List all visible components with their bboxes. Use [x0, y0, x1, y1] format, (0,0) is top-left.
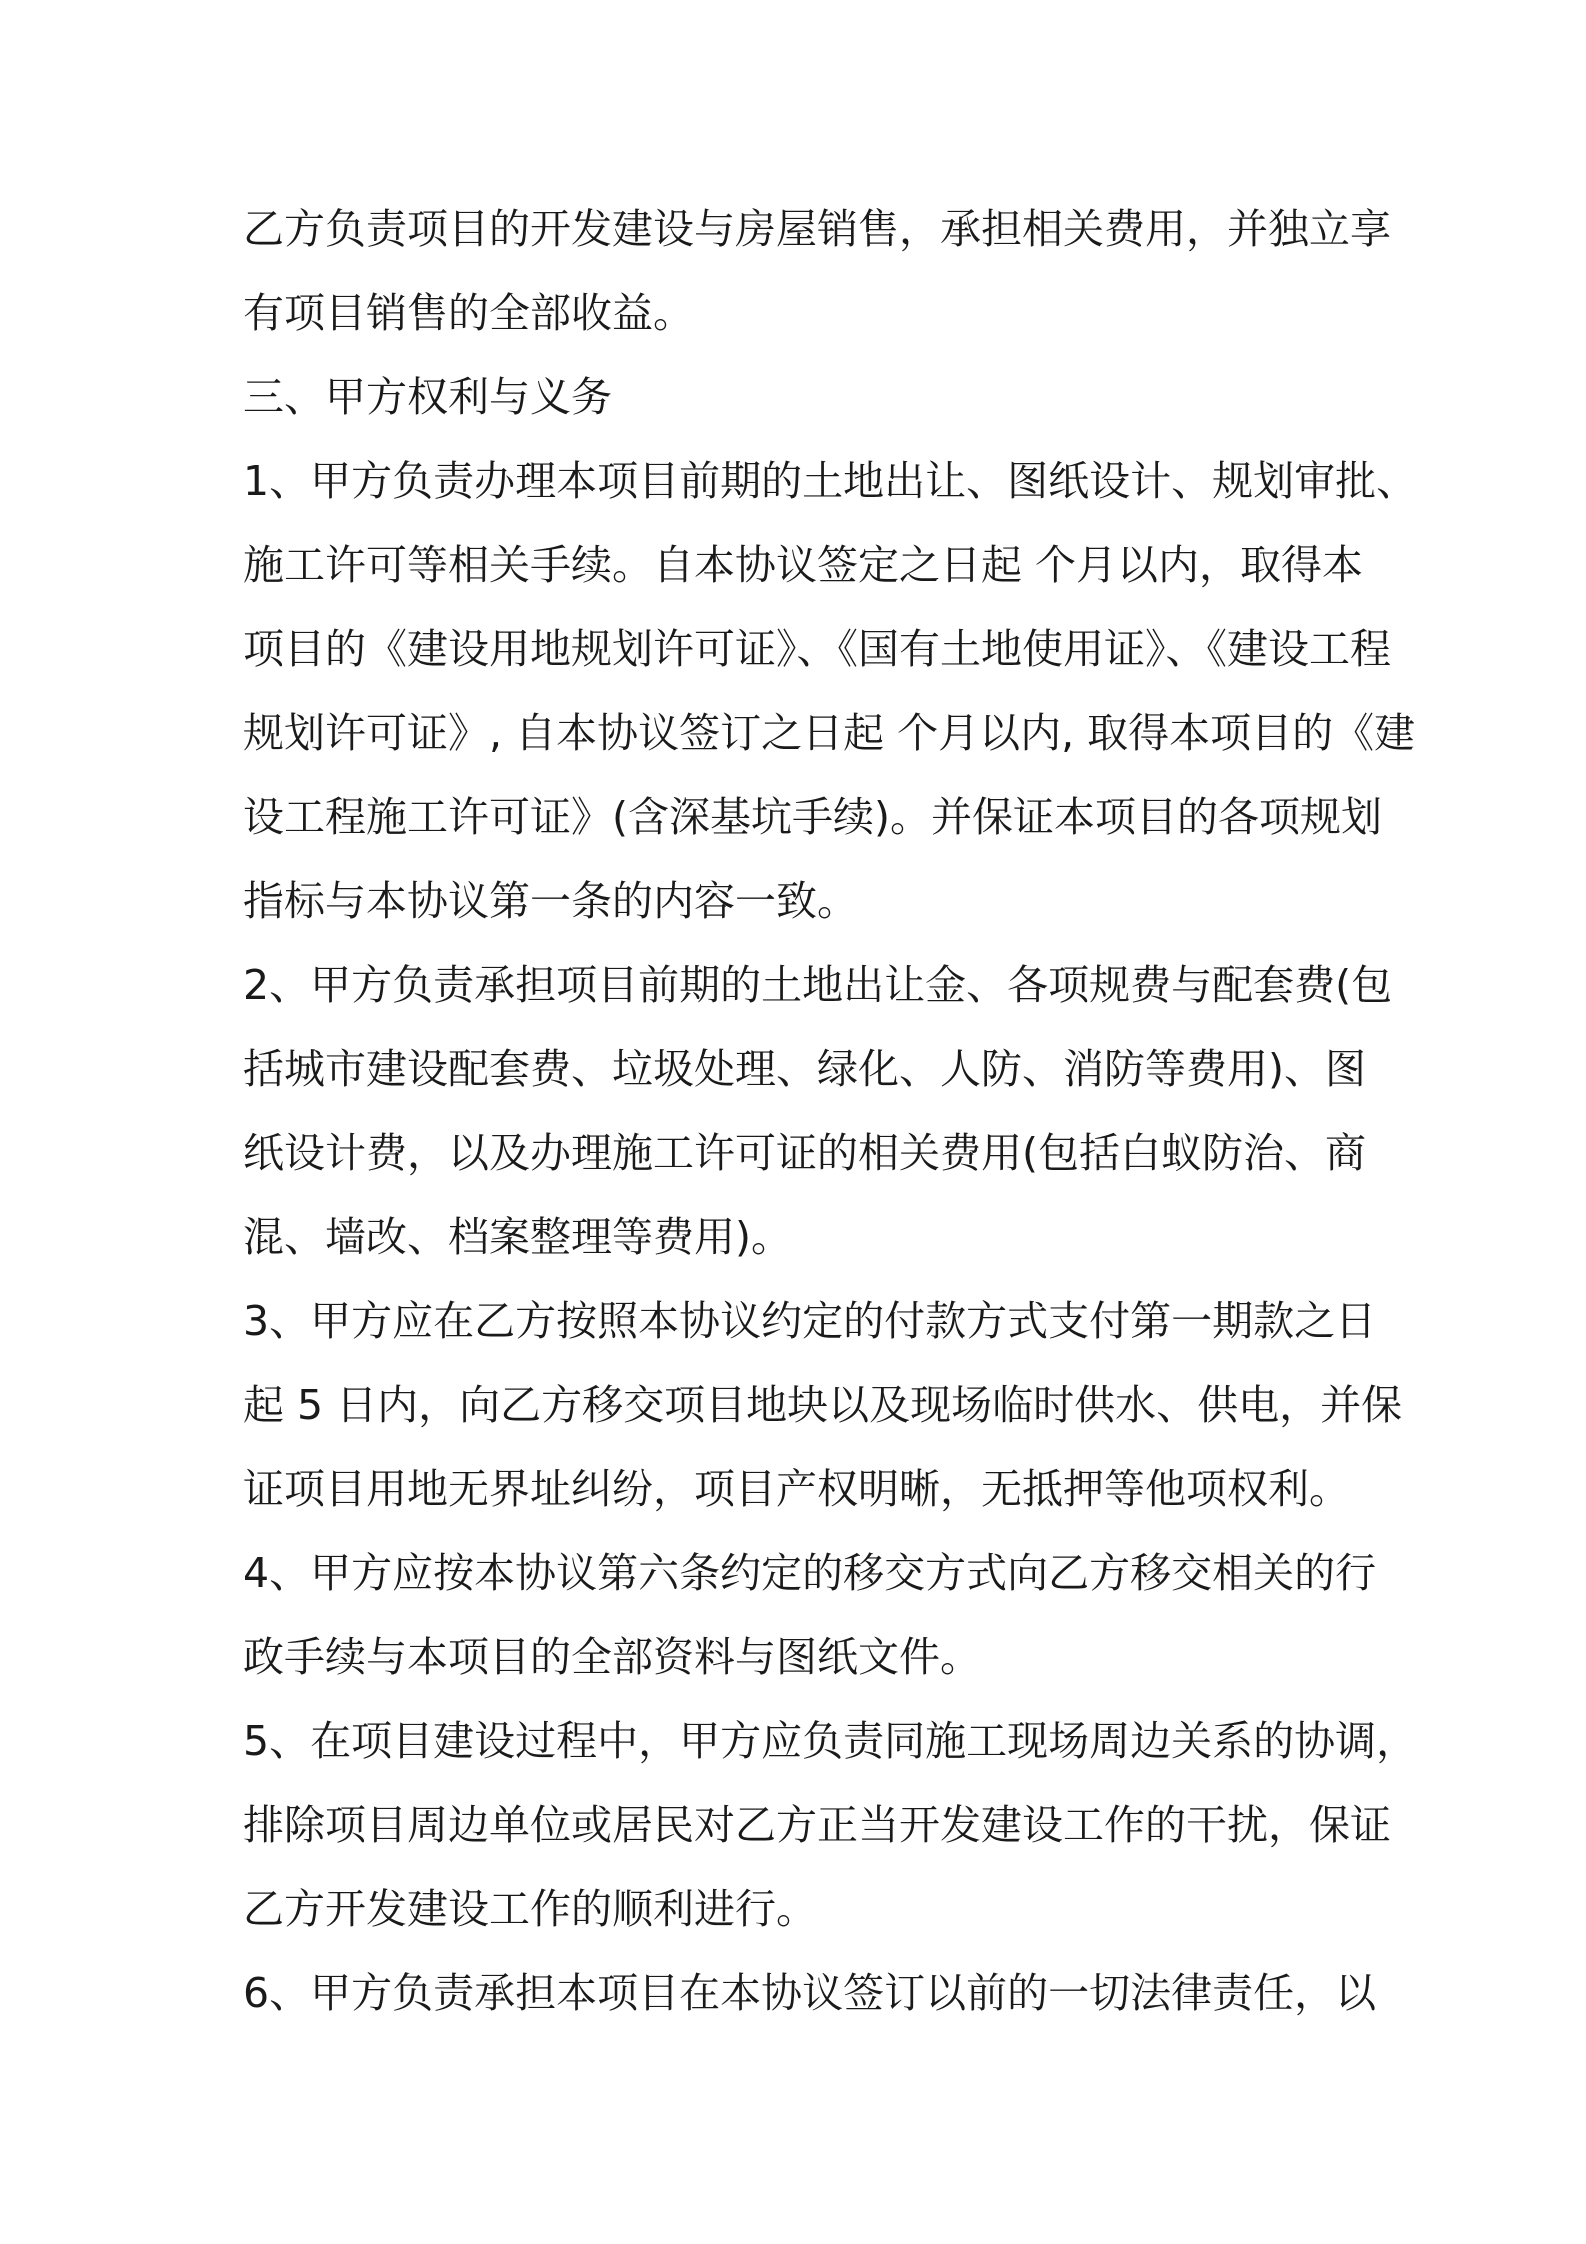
text-line: 3、甲方应在乙方按照本协议约定的付款方式支付第一期款之日	[243, 1297, 1377, 1345]
text-line: 规划许可证》, 自本协议签订之日起 个月以内, 取得本项目的《建	[243, 709, 1416, 757]
text-line: 指标与本协议第一条的内容一致。	[243, 877, 858, 925]
text-line: 项目的《建设用地规划许可证》、《国有土地使用证》、《建设工程	[243, 625, 1391, 673]
section-heading: 三、甲方权利与义务	[243, 373, 612, 421]
text-line: 括城市建设配套费、垃圾处理、绿化、人防、消防等费用)、图	[243, 1045, 1366, 1093]
text-line: 施工许可等相关手续。自本协议签定之日起 个月以内，取得本	[243, 541, 1364, 589]
text-line: 5、在项目建设过程中，甲方应负责同施工现场周边关系的协调，	[243, 1717, 1418, 1765]
text-line: 6、甲方负责承担本项目在本协议签订以前的一切法律责任，以	[243, 1969, 1377, 2017]
text-line: 有项目销售的全部收益。	[243, 289, 694, 337]
text-line: 乙方开发建设工作的顺利进行。	[243, 1885, 817, 1933]
text-line: 2、甲方负责承担项目前期的土地出让金、各项规费与配套费(包	[243, 961, 1393, 1009]
text-line: 政手续与本项目的全部资料与图纸文件。	[243, 1633, 981, 1681]
text-line: 证项目用地无界址纠纷，项目产权明晰，无抵押等他项权利。	[243, 1465, 1350, 1513]
text-line: 纸设计费，以及办理施工许可证的相关费用(包括白蚁防治、商	[243, 1129, 1366, 1177]
text-line: 排除项目周边单位或居民对乙方正当开发建设工作的干扰，保证	[243, 1801, 1391, 1849]
text-line: 设工程施工许可证》(含深基坑手续)。并保证本项目的各项规划	[243, 793, 1382, 841]
text-line: 起 5 日内，向乙方移交项目地块以及现场临时供水、供电，并保	[243, 1381, 1403, 1429]
text-line: 混、墙改、档案整理等费用)。	[243, 1213, 792, 1261]
text-line: 4、甲方应按本协议第六条约定的移交方式向乙方移交相关的行	[243, 1549, 1377, 1597]
text-line: 1、甲方负责办理本项目前期的土地出让、图纸设计、规划审批、	[243, 457, 1418, 505]
text-line: 乙方负责项目的开发建设与房屋销售，承担相关费用，并独立享	[243, 205, 1391, 253]
